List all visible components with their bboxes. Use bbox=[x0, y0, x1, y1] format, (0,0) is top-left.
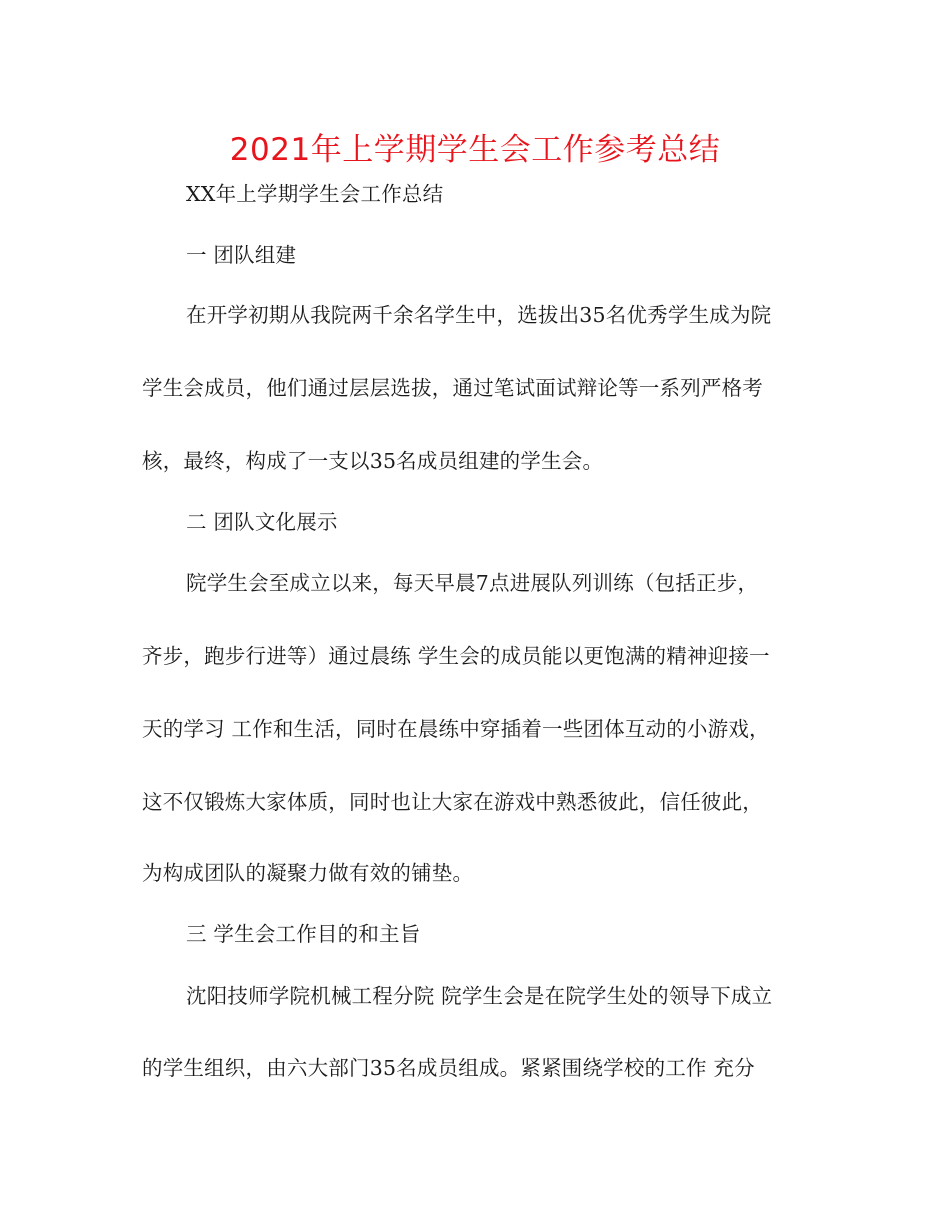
paragraph-line: 为构成团队的凝聚力做有效的铺垫。 bbox=[142, 861, 474, 885]
paragraph-line: 学生会成员，他们通过层层选拔，通过笔试面试辩论等一系列严格考 bbox=[142, 376, 763, 400]
paragraph-line: 的学生组织，由六大部门35名成员组成。紧紧围绕学校的工作 充分 bbox=[142, 1056, 755, 1080]
paragraph-line: 院学生会至成立以来，每天早晨7点进展队列训练（包括正步， bbox=[186, 571, 759, 595]
paragraph-line: 这不仅锻炼大家体质，同时也让大家在游戏中熟悉彼此，信任彼此， bbox=[142, 790, 763, 814]
document-title: 2021年上学期学生会工作参考总结 bbox=[229, 132, 721, 168]
paragraph-line: 天的学习 工作和生活，同时在晨练中穿插着一些团体互动的小游戏， bbox=[142, 717, 770, 741]
section-heading-2: 二 团队文化展示 bbox=[186, 510, 338, 534]
paragraph-line: 在开学初期从我院两千余名学生中，选拔出35名优秀学生成为院 bbox=[186, 303, 772, 327]
section-heading-3: 三 学生会工作目的和主旨 bbox=[186, 922, 421, 946]
paragraph-line: 沈阳技师学院机械工程分院 院学生会是在院学生处的领导下成立 bbox=[186, 984, 773, 1008]
section-heading-1: 一 团队组建 bbox=[186, 243, 297, 267]
paragraph-line: 核，最终，构成了一支以35名成员组建的学生会。 bbox=[142, 449, 604, 473]
paragraph-line: 齐步，跑步行进等）通过晨练 学生会的成员能以更饱满的精神迎接一 bbox=[142, 644, 770, 668]
subtitle-line: XX年上学期学生会工作总结 bbox=[186, 182, 444, 206]
